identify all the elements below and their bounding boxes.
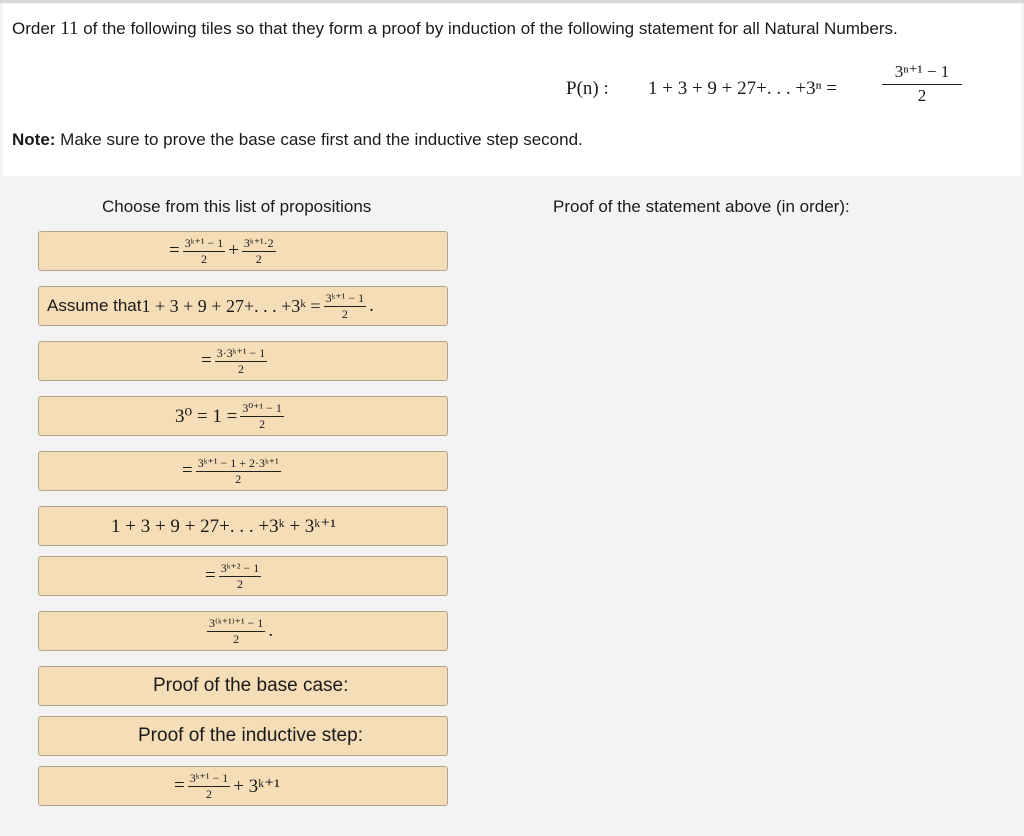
note: Note: Make sure to prove the base case first and the inductive step second. [12,130,583,149]
tile-3[interactable]: = $\frac{\text{3·3ᵏ⁺¹ − 1}}{2}$ [38,341,448,381]
proof-dropzone[interactable] [548,225,988,810]
tile-10[interactable]: Proof of the inductive step: [38,716,448,756]
top-border [0,0,1024,3]
tile-count: 11 [60,18,79,39]
instructions: Order 11 of the following tiles so that they form a proof by induction of the following statement for all Natural Numbers. [12,18,898,39]
tile-9[interactable]: Proof of the base case: [38,666,448,706]
tile-2[interactable]: Assume that 1 + 3 + 9 + 27+. . . +3ᵏ = $\frac{\text{3ᵏ⁺¹ − 1}}{2}$ . [38,286,448,326]
tile-11[interactable]: = $\frac{\text{3ᵏ⁺¹ − 1}}{2}$ + 3ᵏ⁺¹ [38,766,448,806]
question-panel [3,4,1021,176]
tile-1[interactable]: = $\frac{\text{3ᵏ⁺¹ − 1}}{2}$ + $\frac{\text{3ᵏ⁺¹·2}}{2}$ [38,231,448,271]
tile-8[interactable]: 3⁽ᵏ⁺¹⁾⁺¹ − 1 2 . [38,611,448,651]
statement-lhs: 1 + 3 + 9 + 27+. . . +3ⁿ = [648,78,838,99]
proof-title: Proof of the statement above (in order): [553,197,850,216]
propositions-title: Choose from this list of propositions [102,197,372,216]
tile-5[interactable]: = $\frac{\text{3ᵏ⁺¹ − 1 + 2·3ᵏ⁺¹}}{2}$ [38,451,448,491]
tile-4[interactable]: 3⁰ = 1 = $\frac{\text{3⁰⁺¹ − 1}}{2}$ [38,396,448,436]
tile-7[interactable]: = $\frac{\text{3ᵏ⁺² − 1}}{2}$ [38,556,448,596]
tile-6[interactable]: 1 + 3 + 9 + 27+. . . +3ᵏ + 3ᵏ⁺¹ [38,506,448,546]
statement-label: P(n) : [566,78,609,99]
statement-fraction: $\frac{\text{3ⁿ⁺¹ − 1}}{2}$ [882,62,962,106]
